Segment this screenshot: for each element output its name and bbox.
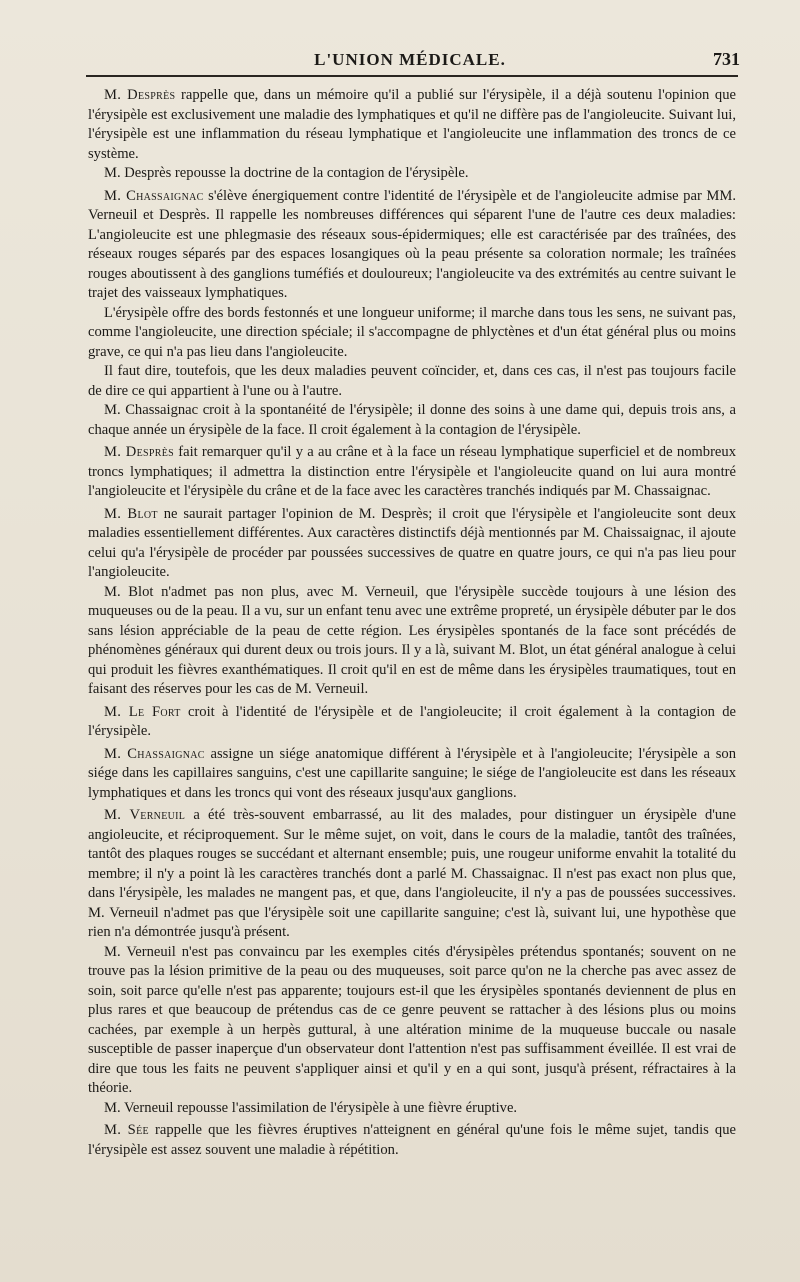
paragraph [88, 304, 736, 363]
paragraph-text: M. Verneuil n'est pas convaincu par les exemples cités d'érysipèles prétendus spontanés; souvent on ne trouve pas la lésion primitive de la peau ou des muqueuses, soit parce qu'on ne la cherche pas avec assez de soin, soit parce qu'elle n'est pas apparente; toujours est-il que les érysipèles spontanés deviennent de plus en plus rares et que beaucoup de prétendus cas de ce genre peuvent se rattacher à des lésions plus ou moins cachées, par exemple à un herpès guttural, à une altération minime de la muqueuse buccale ou nasale susceptible de passer inaperçue d'un observateur dont l'attention n'est pas suffisamment éveillée. Il est vrai de dire que tous les faits ne peuvent s'appliquer ainsi et qu'il y en a qui sont, jusqu'à présent, réfractaires à la théorie. [88, 943, 736, 1096]
paragraph-text: a été très-souvent embarrassé, au lit des malades, pour distinguer un érysipèle d'une angioleucite, et réciproquement. Sur le même sujet, on voit, dans le cours de la maladie, tantôt des traînées, tantôt des plaques rouges se succédant et alternant ensemble; puis, une rougeur uniforme envahit la totalité du membre; il n'y a point là les caractères tranchés dont a parlé M. Chassaignac. Il n'est pas exact non plus que, dans l'érysipèle, les malades ne mangent pas, et que, dans l'angioleucite, il n'y a pas de poussées successives. M. Verneuil n'admet pas que l'érysipèle soit une capillarite sanguine; c'est là, suivant lui, une hypothèse que rien n'a démontrée jusqu'à présent. [88, 807, 736, 940]
paragraph [88, 443, 736, 502]
paragraph [88, 806, 736, 943]
paragraph [88, 164, 736, 184]
speaker-name: M. Sée [104, 1122, 149, 1138]
paragraph [88, 745, 736, 804]
speaker-name: M. Le Fort [104, 703, 181, 720]
paragraph [88, 1121, 736, 1160]
paragraph-text: fait remarquer qu'il y a au crâne et à la face un réseau lymphatique superficiel et de nombreux troncs lymphatiques; il admettra la distinction entre l'érysipèle et l'angioleucite quand on lui aura montré l'angioleucite et l'érysipèle du crâne et de la face avec les caractères tranchés indiqués par M. Chassaignac. [88, 444, 736, 499]
paragraph-text: M. Desprès repousse la doctrine de la contagion de l'érysipèle. [104, 165, 469, 181]
paragraph [88, 401, 736, 440]
page-header [80, 44, 740, 76]
header-rule [86, 75, 738, 77]
paragraph-text: rappelle que les fièvres éruptives n'atteignent en général qu'une fois le même sujet, tandis que l'érysipèle est assez souvent une maladie à répétition. [88, 1122, 736, 1158]
paragraph [88, 362, 736, 401]
speaker-name: M. Verneuil [104, 807, 186, 823]
paragraph-text: M. Blot n'admet pas non plus, avec M. Verneuil, que l'érysipèle succède toujours à une lésion des muqueuses ou de la peau. Il a vu, sur un enfant tenu avec une extrême propreté, un érysipèle débuter par le dos sans lésion appréciable de la peau de cette région. Les érysipèles spontanés de la face sont précédés de phénomènes généraux qui durent deux ou trois jours. Il y a là, suivant M. Blot, un état général analogue à celui qui produit les fièvres exanthématiques. Il croit qu'il en est de même dans les érysipèles traumatiques, tout en faisant des réserves pour les cas de M. Verneuil. [88, 583, 736, 697]
report-body [88, 86, 736, 1160]
running-title: L'UNION MÉDICALE. [314, 50, 506, 69]
paragraph [88, 583, 736, 700]
speaker-name: M. Blot [104, 505, 158, 522]
paragraph-text: assigne un siége anatomique différent à l'érysipèle et à l'angioleucite; l'érysipèle a son siége dans les capillaires sanguins, c'est une capillarite sanguine; le siége de l'angioleucite est dans les réseaux lymphatiques et dans les troncs qui vont des réseaux jusqu'aux ganglions. [88, 745, 736, 801]
paragraph-text: M. Verneuil repousse l'assimilation de l'érysipèle à une fièvre éruptive. [104, 1099, 518, 1116]
paragraph-text: croit à l'identité de l'érysipèle et de l'angioleucite; il croit également à la contagion de l'érysipèle. [88, 703, 736, 739]
speaker-name: M. Chassaignac [104, 745, 205, 762]
paragraph-text: Il faut dire, toutefois, que les deux maladies peuvent coïncider, et, dans ces cas, il n'est pas toujours facile de dire ce qui appartient à l'une ou à l'autre. [88, 363, 736, 399]
paragraph-text: L'érysipèle offre des bords festonnés et une longueur uniforme; il marche dans tous les sens, ne suivant pas, comme l'angioleucite, une direction spéciale; il s'accompagne de phlyctènes et d'un état général plus ou moins grave, ce qui n'a pas lieu dans l'angioleucite. [88, 304, 736, 360]
paragraph [88, 187, 736, 304]
speaker-name: M. Desprès [104, 87, 176, 103]
paragraph-text: rappelle que, dans un mémoire qu'il a publié sur l'érysipèle, il a déjà soutenu l'opinion que l'érysipèle est exclusivement une maladie des lymphatiques et qu'il ne diffère pas de l'angioleucite. Suivant lui, l'érysipèle est une inflammation du réseau lymphatique et l'angioleucite une inflammation des troncs de ce système. [88, 87, 736, 162]
speaker-name: M. Desprès [104, 444, 174, 460]
paragraph [88, 86, 736, 164]
page-number: 731 [713, 49, 740, 69]
paragraph [88, 505, 736, 583]
paragraph-text: M. Chassaignac croit à la spontanéité de l'érysipèle; il donne des soins à une dame qui, depuis trois ans, a chaque année un érysipèle de la face. Il croit également à la contagion de l'érysipèle. [88, 402, 736, 438]
speaker-name: M. Chassaignac [104, 187, 204, 204]
paragraph [88, 703, 736, 742]
paragraph-text: ne saurait partager l'opinion de M. Desprès; il croit que l'érysipèle et l'angioleucite sont deux maladies essentiellement différentes. Aux caractères distinctifs déjà mentionnés par M. Chaissaignac, il ajoute celui qu'a l'érysipèle de procéder par poussées successives de quatre en quatre jours, ce qui n'a pas lieu pour l'angioleucite. [88, 505, 736, 580]
paragraph [88, 943, 736, 1099]
paragraph [88, 1099, 736, 1119]
paragraph-text: s'élève énergiquement contre l'identité de l'érysipèle et de l'angioleucite admise par MM. Verneuil et Desprès. Il rappelle les nombreuses différences qui séparent l'une de l'autre ces deux maladies: L'angioleucite est une phlegmasie des réseaux sous-épidermiques; elle est caractérisée par des traînées, des réseaux rouges séparés par des espaces losangiques où la peau présente sa coloration normale; les traînées rouges aboutissent à des ganglions tuméfiés et douloureux; l'angioleucite va des extrémités au centre suivant le trajet des vaisseaux lymphatiques. [88, 187, 736, 301]
